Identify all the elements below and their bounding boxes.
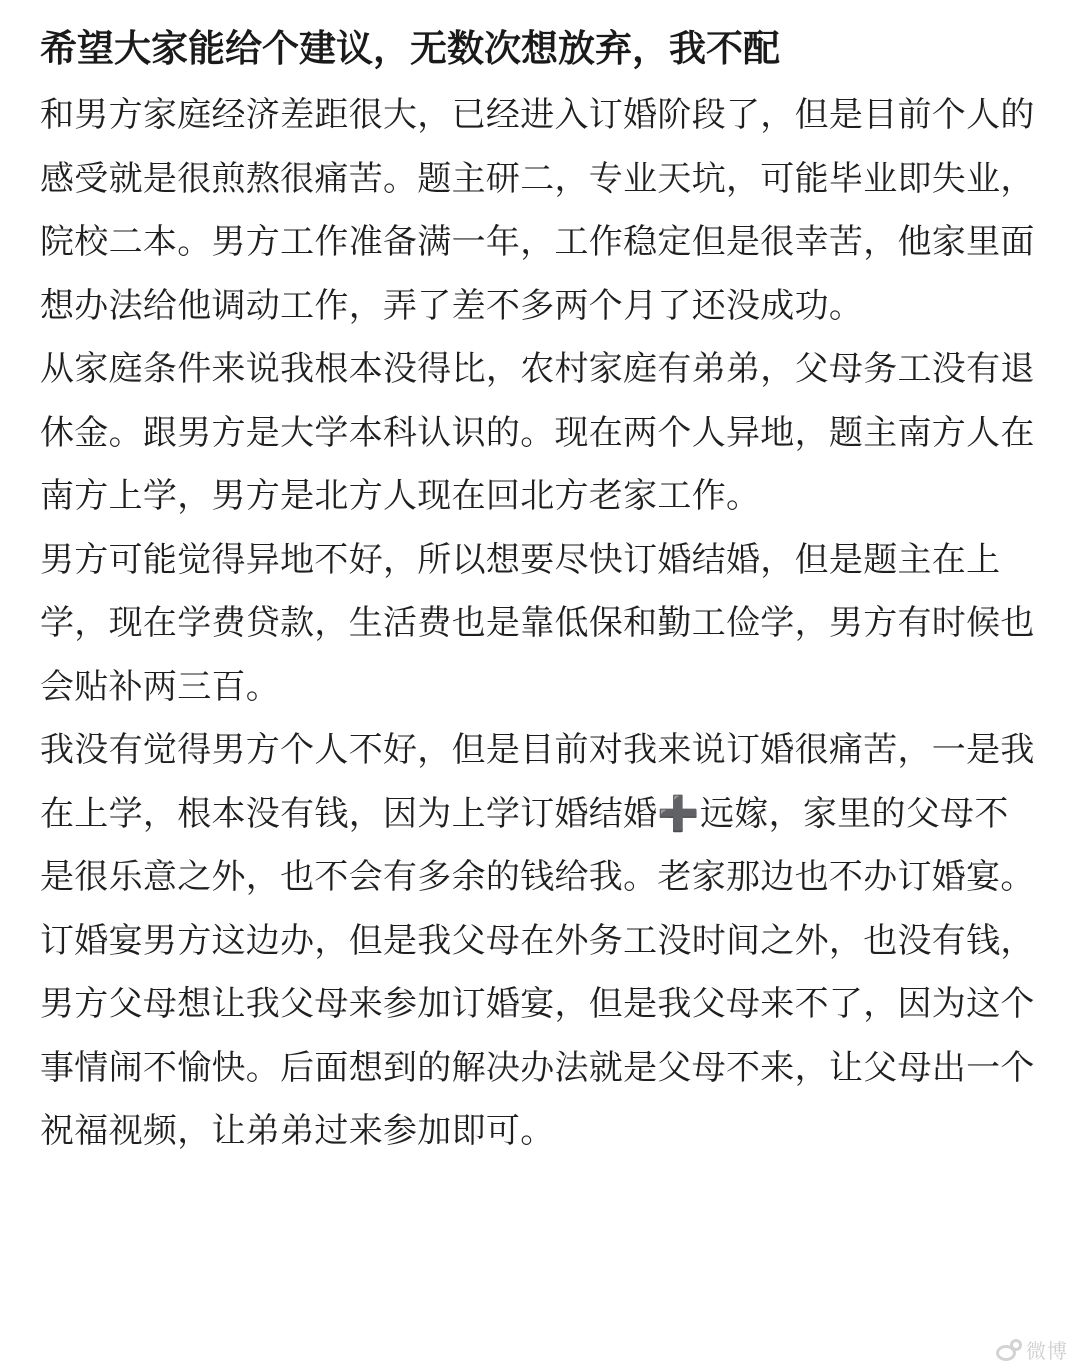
- post-paragraph-1: 和男方家庭经济差距很大，已经进入订婚阶段了，但是目前个人的感受就是很煎熬很痛苦。题主研二，专业天坑，可能毕业即失业，院校二本。男方工作准备满一年，工作稳定但是很幸苦，他家里面想办法给他调动工作，弄了差不多两个月了还没成功。: [40, 95, 1035, 326]
- weibo-logo-icon: [996, 1339, 1020, 1359]
- post-paragraph-2: 从家庭条件来说我根本没得比，农村家庭有弟弟，父母务工没有退休金。跟男方是大学本科认识的。现在两个人异地，题主南方人在南方上学，男方是北方人现在回北方老家工作。: [40, 349, 1035, 516]
- watermark: [996, 1336, 1068, 1362]
- post-paragraph-4: 我没有觉得男方个人不好，但是目前对我来说订婚很痛苦，一是我在上学，根本没有钱，因为上学订婚结婚➕远嫁，家里的父母不是很乐意之外，也不会有多余的钱给我。老家那边也不办订婚宴。订婚宴男方这边办，但是我父母在外务工没时间之外，也没有钱，男方父母想让我父母来参加订婚宴，但是我父母来不了，因为这个事情闹不愉快。后面想到的解决办法就是父母不来，让父母出一个祝福视频，让弟弟过来参加即可。: [40, 730, 1035, 1151]
- post-paragraph-3: 男方可能觉得异地不好，所以想要尽快订婚结婚，但是题主在上学，现在学费贷款，生活费也是靠低保和勤工俭学，男方有时候也会贴补两三百。: [40, 539, 1035, 707]
- post-title: 希望大家能给个建议，无数次想放弃，我不配: [40, 27, 780, 70]
- post-body: [40, 84, 1040, 1164]
- watermark-text: 微博: [1026, 1338, 1068, 1363]
